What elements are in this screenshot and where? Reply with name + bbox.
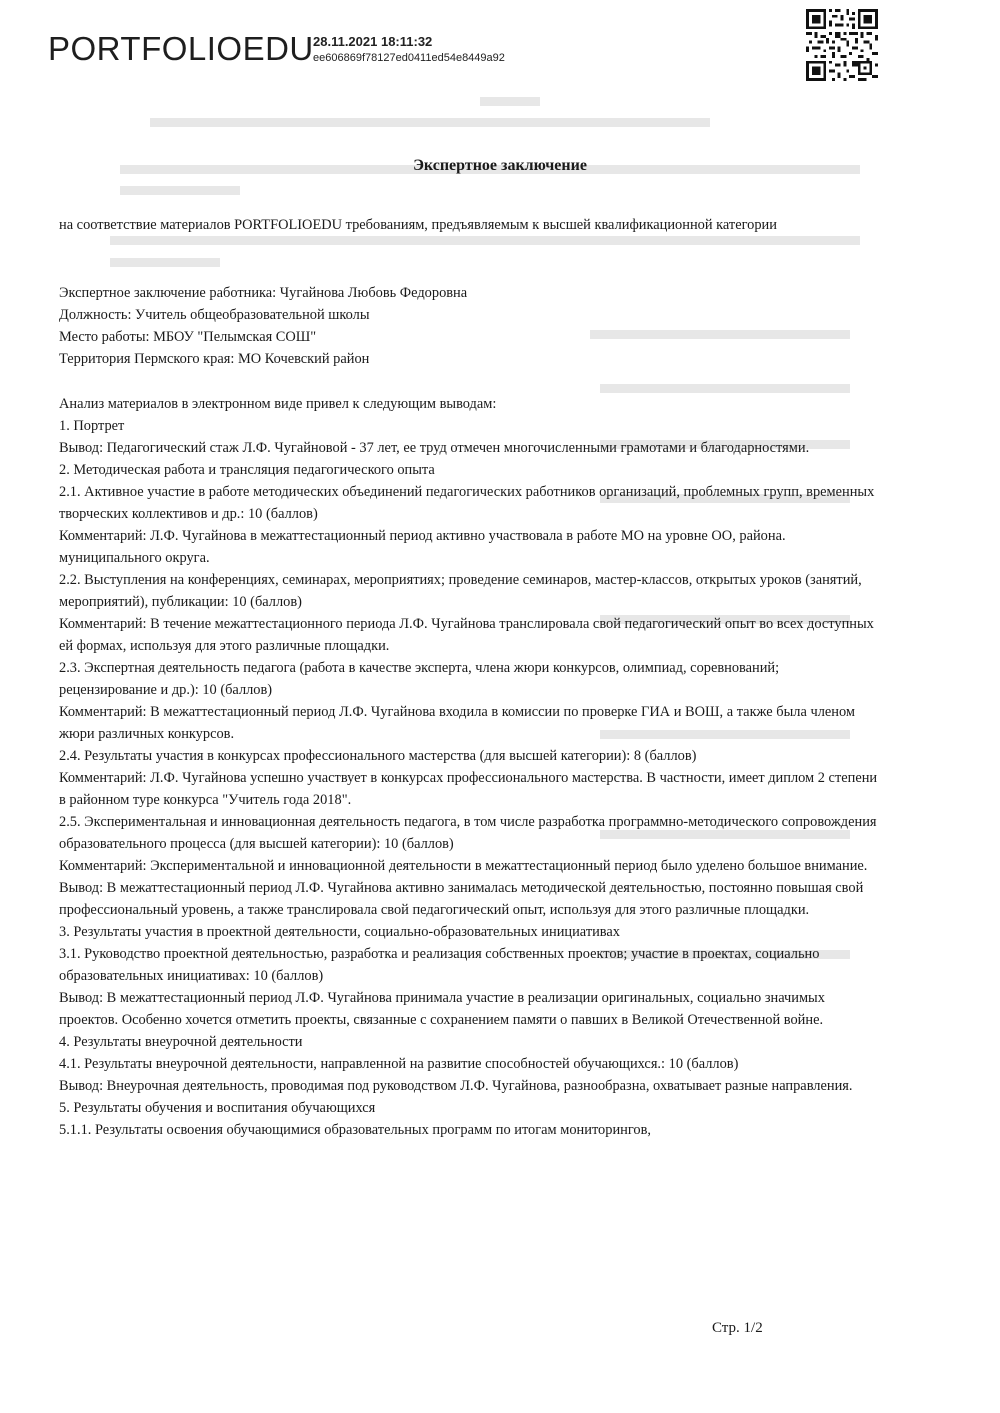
criterion-paragraph: 4.1. Результаты внеурочной деятельности, направленной на развитие способностей обучающихся.: 10 (баллов) bbox=[59, 1056, 739, 1072]
workplace-line: Место работы: МБОУ "Пелымская СОШ" bbox=[59, 329, 317, 345]
section-heading: 3. Результаты участия в проектной деятельности, социально-образовательных инициативах bbox=[59, 924, 620, 940]
position-line: Должность: Учитель общеобразовательной школы bbox=[59, 307, 370, 323]
section-heading: 5. Результаты обучения и воспитания обучающихся bbox=[59, 1100, 376, 1116]
employee-line: Экспертное заключение работника: Чугайнова Любовь Федоровна bbox=[59, 285, 468, 301]
document-meta bbox=[313, 34, 505, 64]
page-number: Стр. 1/2 bbox=[712, 1320, 763, 1336]
criterion-paragraph: 2.5. Экспериментальная и инновационная деятельность педагога, в том числе разработка программно-методического сопровождения образовательного процесса (для высшей категории): 10 (баллов) bbox=[59, 814, 877, 852]
qr-code-icon bbox=[806, 9, 878, 81]
criterion-paragraph: 2.2. Выступления на конференциях, семинарах, мероприятиях; проведение семинаров, мастер-классов, открытых уроков (занятий, мероприятий), публикации: 10 (баллов) bbox=[59, 572, 862, 610]
conclusion-paragraph: Вывод: Педагогический стаж Л.Ф. Чугайновой - 37 лет, ее труд отмечен многочисленными грамотами и благодарностями. bbox=[59, 440, 810, 456]
portfolioedu-logo: PORTFOLIOEDU bbox=[48, 30, 314, 67]
conclusion-paragraph: Вывод: В межаттестационный период Л.Ф. Чугайнова принимала участие в реализации оригинальных, социально значимых проектов. Особенно хочется отметить проекты, связанные с сохранением памяти о павших в Великой Отечественной войне. bbox=[59, 990, 825, 1028]
criterion-paragraph: 5.1.1. Результаты освоения обучающимися образовательных программ по итогам мониторингов, bbox=[59, 1122, 651, 1138]
timestamp: 28.11.2021 18:11:32 bbox=[313, 34, 433, 49]
criterion-paragraph: 2.1. Активное участие в работе методических объединений педагогических работников организаций, проблемных групп, временных творческих коллективов и др.: 10 (баллов) bbox=[59, 484, 875, 522]
criterion-paragraph: 2.4. Результаты участия в конкурсах профессионального мастерства (для высшей категории): 8 (баллов) bbox=[59, 748, 697, 764]
territory-line: Территория Пермского края: МО Кочевский район bbox=[59, 351, 370, 367]
section-heading: 4. Результаты внеурочной деятельности bbox=[59, 1034, 303, 1050]
document-body bbox=[59, 214, 879, 1141]
criterion-paragraph: 3.1. Руководство проектной деятельностью, разработка и реализация собственных проектов; участие в проектах, социально образовательных инициативах: 10 (баллов) bbox=[59, 946, 820, 984]
section-heading: 2. Методическая работа и трансляция педагогического опыта bbox=[59, 462, 435, 478]
document-subtitle: на соответствие материалов PORTFOLIOEDU требованиям, предъявляемым к высшей квалификационной категории bbox=[59, 217, 777, 233]
criterion-paragraph: 2.3. Экспертная деятельность педагога (работа в качестве эксперта, члена жюри конкурсов, олимпиад, соревнований; рецензирование и др.): 10 (баллов) bbox=[59, 660, 780, 698]
comment-paragraph: Комментарий: Л.Ф. Чугайнова успешно участвует в конкурсах профессионального мастерства. В частности, имеет диплом 2 степени в районном туре конкурса "Учитель года 2018". bbox=[59, 770, 878, 808]
section-heading: 1. Портрет bbox=[59, 418, 125, 434]
comment-paragraph: Комментарий: Экспериментальной и инновационной деятельности в межаттестационный период было уделено большое внимание. bbox=[59, 858, 868, 874]
analysis-intro: Анализ материалов в электронном виде привел к следующим выводам: bbox=[59, 396, 497, 412]
comment-paragraph: Комментарий: В межаттестационный период Л.Ф. Чугайнова входила в комиссии по проверке ГИА и ВОШ, а также была членом жюри различных конкурсов. bbox=[59, 704, 855, 742]
document-hash: ee606869f78127ed0411ed54e8449a92 bbox=[313, 52, 505, 64]
conclusion-paragraph: Вывод: В межаттестационный период Л.Ф. Чугайнова активно занималась методической деятельностью, постоянно повышая свой профессиональный уровень, а также транслировала свой педагогический опыт, используя для этого различные площадки. bbox=[59, 880, 864, 918]
comment-paragraph: Комментарий: В течение межаттестационного периода Л.Ф. Чугайнова транслировала свой педагогический опыт во всех доступных ей формах, используя для этого различные площадки. bbox=[59, 616, 874, 654]
conclusion-paragraph: Вывод: Внеурочная деятельность, проводимая под руководством Л.Ф. Чугайнова, разнообразна, охватывает разные направления. bbox=[59, 1078, 853, 1094]
comment-paragraph: Комментарий: Л.Ф. Чугайнова в межаттестационный период активно участвовала в работе МО на уровне ОО, района. муниципального округа. bbox=[59, 528, 786, 566]
document-title: Экспертное заключение bbox=[413, 157, 587, 174]
